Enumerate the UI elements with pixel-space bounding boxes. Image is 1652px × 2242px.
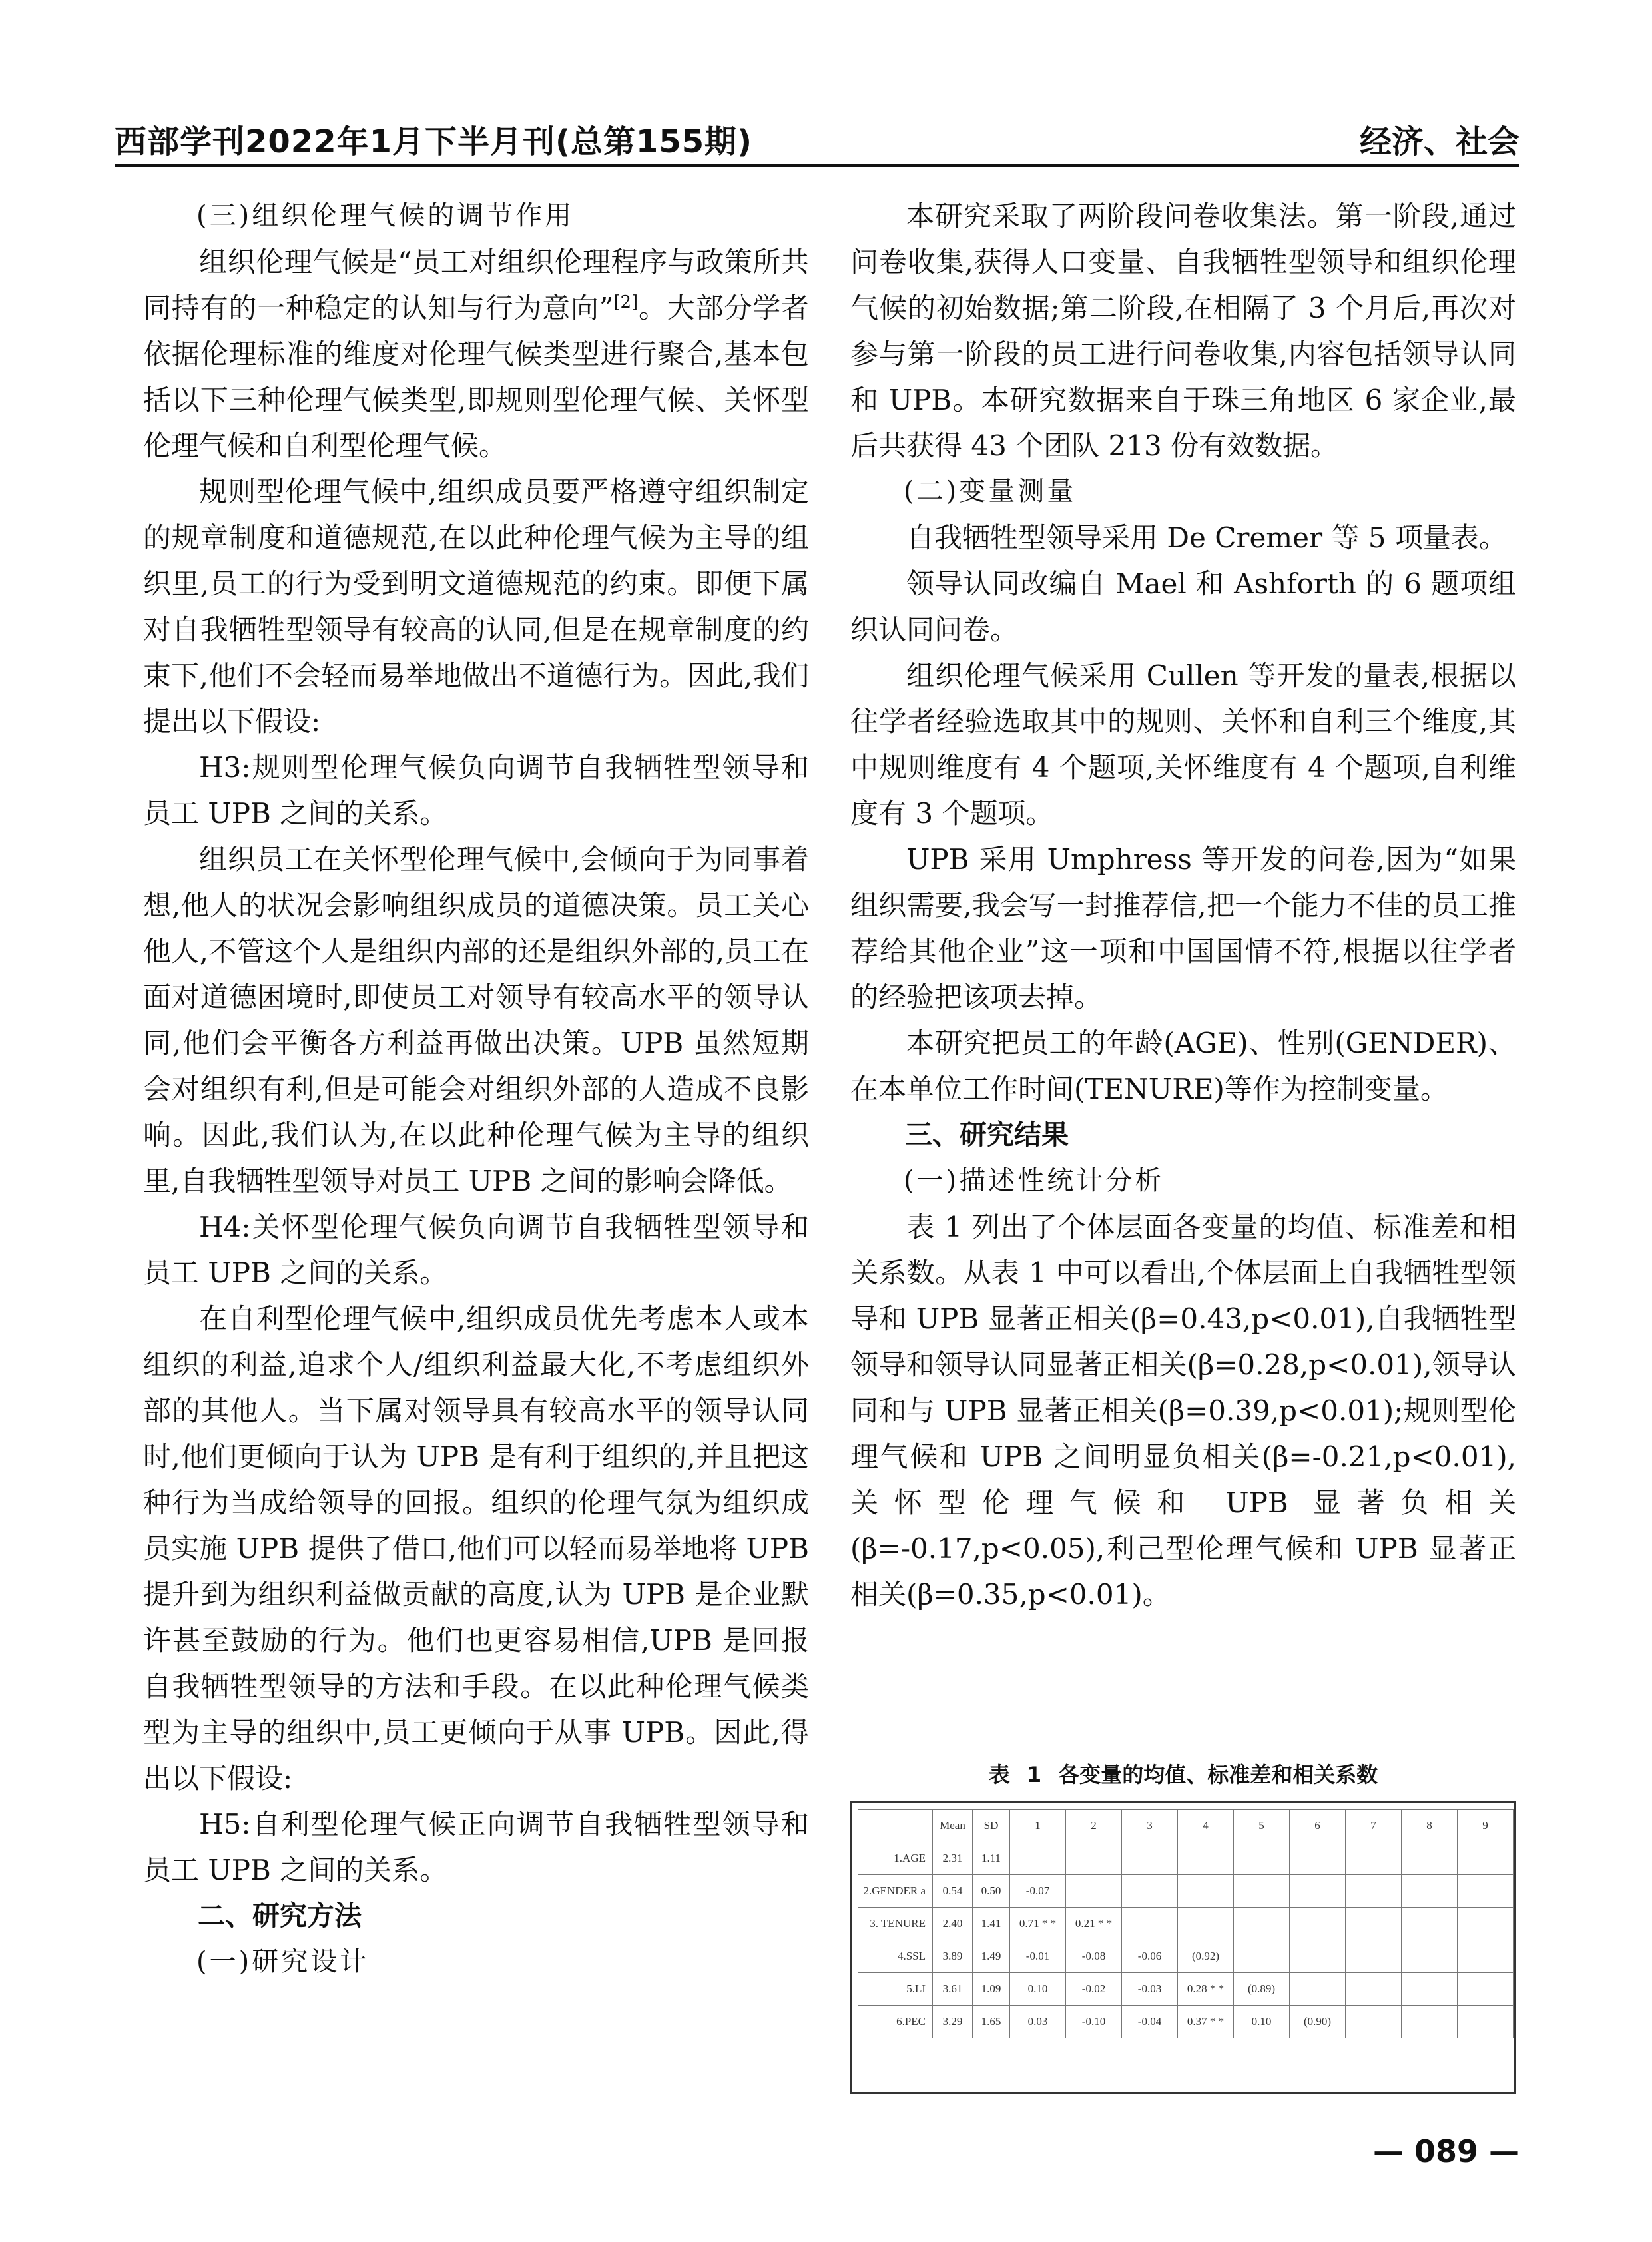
table-cell <box>1290 1875 1346 1908</box>
paragraph: 本研究采取了两阶段问卷收集法。第一阶段,通过问卷收集,获得人口变量、自我牺牲型领导和组织伦理气候的初始数据;第二阶段,在相隔了 3 个月后,再次对参与第一阶段的员工进行问卷收集,内容包括领导认同和 UPB。本研究数据来自于珠三角地区 6 家企业,最后共获得 43 个团队 213 份有效数据。 <box>850 200 1516 462</box>
table-cell: (0.92) <box>1178 1940 1234 1973</box>
table-cell: 1.65 <box>973 2006 1010 2038</box>
subsection-heading: (三)组织伦理气候的调节作用 <box>196 200 575 231</box>
table-header-cell: 3 <box>1122 1810 1178 1842</box>
paragraph: 规则型伦理气候中,组织成员要严格遵守组织制定的规章制度和道德规范,在以此种伦理气候为主导的组织里,员工的行为受到明文道德规范的约束。即便下属对自我牺牲型领导有较高的认同,但是在规章制度的约束下,他们不会轻而易举地做出不道德行为。因此,我们提出以下假设: <box>143 475 809 738</box>
table-cell <box>1178 1842 1234 1875</box>
section-heading: 二、研究方法 <box>198 1900 362 1932</box>
table-cell: -0.06 <box>1122 1940 1178 1973</box>
table-cell: 0.54 <box>933 1875 973 1908</box>
table-cell: -0.03 <box>1122 1973 1178 2006</box>
table-row <box>858 1842 1514 1875</box>
table-cell: -0.01 <box>1010 1940 1066 1973</box>
running-header <box>115 112 1519 167</box>
table-header-cell: 8 <box>1402 1810 1458 1842</box>
table-cell <box>1234 1940 1290 1973</box>
table-cell: -0.08 <box>1066 1940 1122 1973</box>
table-cell <box>1346 1875 1402 1908</box>
row-label: 3. TENURE <box>858 1908 933 1940</box>
table-cell: 0.10 <box>1234 2006 1290 2038</box>
table-cell <box>1346 1973 1402 2006</box>
subsection-heading: (一)研究设计 <box>196 1946 370 1977</box>
right-column <box>850 193 1516 1617</box>
paragraph: H5:自利型伦理气候正向调节自我牺牲型领导和员工 UPB 之间的关系。 <box>143 1808 809 1886</box>
section-title: 经济、社会 <box>1359 123 1519 160</box>
table-cell <box>1178 1908 1234 1940</box>
table-cell <box>1234 1842 1290 1875</box>
paragraph: 本研究把员工的年龄(AGE)、性别(GENDER)、在本单位工作时间(TENURE)等作为控制变量。 <box>850 1027 1516 1105</box>
table-cell: 0.50 <box>973 1875 1010 1908</box>
paragraph: 组织伦理气候采用 Cullen 等开发的量表,根据以往学者经验选取其中的规则、关怀和自利三个维度,其中规则维度有 4 个题项,关怀维度有 4 个题项,自利维度有 3 个题项。 <box>850 659 1516 830</box>
paragraph: H4:关怀型伦理气候负向调节自我牺牲型领导和员工 UPB 之间的关系。 <box>143 1211 809 1289</box>
table-header-cell: 2 <box>1066 1810 1122 1842</box>
table-cell <box>1346 2006 1402 2038</box>
table-header-cell: 7 <box>1346 1810 1402 1842</box>
paragraph: 领导认同改编自 Mael 和 Ashforth 的 6 题项组织认同问卷。 <box>850 567 1516 646</box>
table-cell <box>1178 1875 1234 1908</box>
table-cell: 2.31 <box>933 1842 973 1875</box>
table-cell <box>1402 1973 1458 2006</box>
table-row <box>858 1973 1514 2006</box>
table-cell <box>1290 1973 1346 2006</box>
table-cell <box>1346 1940 1402 1973</box>
correlation-table-frame <box>850 1801 1516 2094</box>
table-cell: -0.10 <box>1066 2006 1122 2038</box>
paragraph <box>143 239 809 469</box>
table-cell <box>1290 1908 1346 1940</box>
table-cell <box>1458 1908 1514 1940</box>
row-label: 4.SSL <box>858 1940 933 1973</box>
table-cell: (0.90) <box>1290 2006 1346 2038</box>
table-cell <box>1122 1908 1178 1940</box>
table-cell <box>1458 1973 1514 2006</box>
table-cell <box>1402 1875 1458 1908</box>
table-cell <box>1290 1940 1346 1973</box>
subsection-heading: (一)描述性统计分析 <box>904 1165 1165 1196</box>
paragraph: 表 1 列出了个体层面各变量的均值、标准差和相关系数。从表 1 中可以看出,个体层面上自我牺牲型领导和 UPB 显著正相关(β=0.43,p<0.01),自我牺牲型领导和领导认同显著正相关(β=0.28,p<0.01),领导认同和与 UPB 显著正相关(β=0.39,p<0.01);规则型伦理气候和 UPB 之间明显负相关(β=-0.21,p<0.01),关怀型伦理气候和 UPB 显著负相关(β=-0.17,p<0.05),利己型伦理气候和 UPB 显著正相关(β=0.35,p<0.01)。 <box>850 1211 1516 1611</box>
row-label: 2.GENDER a <box>858 1875 933 1908</box>
table-cell: 1.11 <box>973 1842 1010 1875</box>
table-cell <box>1010 1842 1066 1875</box>
table-cell <box>1234 1875 1290 1908</box>
table-header-row <box>858 1810 1514 1842</box>
paragraph: UPB 采用 Umphress 等开发的问卷,因为“如果组织需要,我会写一封推荐信,把一个能力不佳的员工推荐给其他企业”这一项和中国国情不符,根据以往学者的经验把该项去掉。 <box>850 843 1516 1013</box>
table-header-cell: 6 <box>1290 1810 1346 1842</box>
table-cell: 3.29 <box>933 2006 973 2038</box>
table-cell: -0.04 <box>1122 2006 1178 2038</box>
table-cell: 0.21 * * <box>1066 1908 1122 1940</box>
table-cell <box>1346 1842 1402 1875</box>
paragraph: 组织员工在关怀型伦理气候中,会倾向于为同事着想,他人的状况会影响组织成员的道德决策。员工关心他人,不管这个人是组织内部的还是组织外部的,员工在面对道德困境时,即使员工对领导有较高水平的领导认同,他们会平衡各方利益再做出决策。UPB 虽然短期会对组织有利,但是可能会对组织外部的人造成不良影响。因此,我们认为,在以此种伦理气候为主导的组织里,自我牺牲型领导对员工 UPB 之间的影响会降低。 <box>143 843 809 1197</box>
table-cell: -0.02 <box>1066 1973 1122 2006</box>
table-cell: 0.37 * * <box>1178 2006 1234 2038</box>
table-cell: 3.89 <box>933 1940 973 1973</box>
table-cell <box>1402 1842 1458 1875</box>
table-cell <box>1402 2006 1458 2038</box>
left-column <box>143 193 809 1985</box>
table-cell <box>1066 1875 1122 1908</box>
table-header-cell <box>858 1810 933 1842</box>
table-cell <box>1458 1940 1514 1973</box>
page-number: — 089 — <box>1372 2133 1519 2169</box>
table-cell <box>1122 1875 1178 1908</box>
table-header-cell: 5 <box>1234 1810 1290 1842</box>
table-cell: (0.89) <box>1234 1973 1290 2006</box>
paragraph: H3:规则型伦理气候负向调节自我牺牲型领导和员工 UPB 之间的关系。 <box>143 751 809 830</box>
table-header-cell: 9 <box>1458 1810 1514 1842</box>
table-cell: -0.07 <box>1010 1875 1066 1908</box>
table-cell: 0.28 * * <box>1178 1973 1234 2006</box>
paragraph: 自我牺牲型领导采用 De Cremer 等 5 项量表。 <box>906 521 1507 554</box>
journal-title: 西部学刊2022年1月下半月刊(总第155期) <box>115 123 753 160</box>
paragraph: 在自利型伦理气候中,组织成员优先考虑本人或本组织的利益,追求个人/组织利益最大化,不考虑组织外部的其他人。当下属对领导具有较高水平的领导认同时,他们更倾向于认为 UPB 是有利于组织的,并且把这种行为当成给领导的回报。组织的伦理气氛为组织成员实施 UPB 提供了借口,他们可以轻而易举地将 UPB 提升到为组织利益做贡献的高度,认为 UPB 是企业默许甚至鼓励的行为。他们也更容易相信,UPB 是回报自我牺牲型领导的方法和手段。在以此种伦理气候类型为主导的组织中,员工更倾向于从事 UPB。因此,得出以下假设: <box>143 1302 809 1795</box>
row-label: 6.PEC <box>858 2006 933 2038</box>
paragraph-text: 。大部分学者依据伦理标准的维度对伦理气候类型进行聚合,基本包括以下三种伦理气候类型,即规则型伦理气候、关怀型伦理气候和自利型伦理气候。 <box>143 292 809 462</box>
table-cell <box>1458 1842 1514 1875</box>
table-header-cell: Mean <box>933 1810 973 1842</box>
paragraph-text: 组织伦理气候是“员工对组织伦理程序与政策所共同持有的一种稳定的认知与行为意向” <box>143 246 809 324</box>
table-row <box>858 1940 1514 1973</box>
table-cell: 2.40 <box>933 1908 973 1940</box>
table-cell <box>1234 1908 1290 1940</box>
table-cell: 3.61 <box>933 1973 973 2006</box>
table-row <box>858 1875 1514 1908</box>
correlation-table <box>858 1809 1514 2038</box>
section-heading: 三、研究结果 <box>905 1119 1069 1151</box>
table-cell: 1.09 <box>973 1973 1010 2006</box>
table-cell <box>1402 1908 1458 1940</box>
table-cell: 1.41 <box>973 1908 1010 1940</box>
table-cell: 0.71 * * <box>1010 1908 1066 1940</box>
table-cell: 1.49 <box>973 1940 1010 1973</box>
table-header-cell: 4 <box>1178 1810 1234 1842</box>
table-cell <box>1346 1908 1402 1940</box>
table-cell <box>1402 1940 1458 1973</box>
citation-marker[interactable]: [2] <box>613 292 639 312</box>
subsection-heading: (二)变量测量 <box>904 476 1077 507</box>
table-cell <box>1290 1842 1346 1875</box>
table-row <box>858 2006 1514 2038</box>
table-cell: 0.10 <box>1010 1973 1066 2006</box>
table-cell: 0.03 <box>1010 2006 1066 2038</box>
table-cell <box>1066 1842 1122 1875</box>
row-label: 5.LI <box>858 1973 933 2006</box>
table-caption: 表 1 各变量的均值、标准差和相关系数 <box>988 1762 1378 1787</box>
table-header-cell: SD <box>973 1810 1010 1842</box>
table-header-cell: 1 <box>1010 1810 1066 1842</box>
table-cell <box>1458 1875 1514 1908</box>
table-cell <box>1122 1842 1178 1875</box>
table-cell <box>1458 2006 1514 2038</box>
table-row <box>858 1908 1514 1940</box>
row-label: 1.AGE <box>858 1842 933 1875</box>
